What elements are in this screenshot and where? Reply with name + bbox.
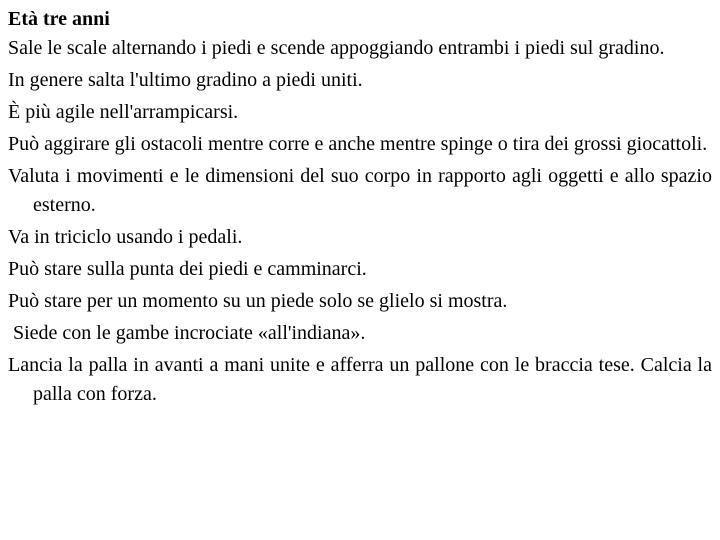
list-item: Valuta i movimenti e le dimensioni del suo corpo in rapporto agli oggetti e allo spazio esterno. <box>8 165 712 216</box>
document <box>8 5 712 412</box>
list-item: Lancia la palla in avanti a mani unite e afferra un pallone con le braccia tese. Calcia la palla con forza. <box>8 354 712 405</box>
document-title: Età tre anni <box>8 8 110 30</box>
list-item: Può stare per un momento su un piede solo se glielo si mostra. <box>8 290 508 312</box>
list-item: Va in triciclo usando i pedali. <box>8 226 243 248</box>
list-item: È più agile nell'arrampicarsi. <box>8 101 239 123</box>
list-item: In genere salta l'ultimo gradino a piedi uniti. <box>8 69 363 91</box>
list-item: Siede con le gambe incrociate «all'indiana». <box>8 322 366 344</box>
milestone-list <box>8 34 712 409</box>
list-item: Può aggirare gli ostacoli mentre corre e anche mentre spinge o tira dei grossi giocattoli. <box>8 133 708 155</box>
list-item: Può stare sulla punta dei piedi e camminarci. <box>8 258 367 280</box>
list-item: Sale le scale alternando i piedi e scende appoggiando entrambi i piedi sul gradino. <box>8 37 665 59</box>
